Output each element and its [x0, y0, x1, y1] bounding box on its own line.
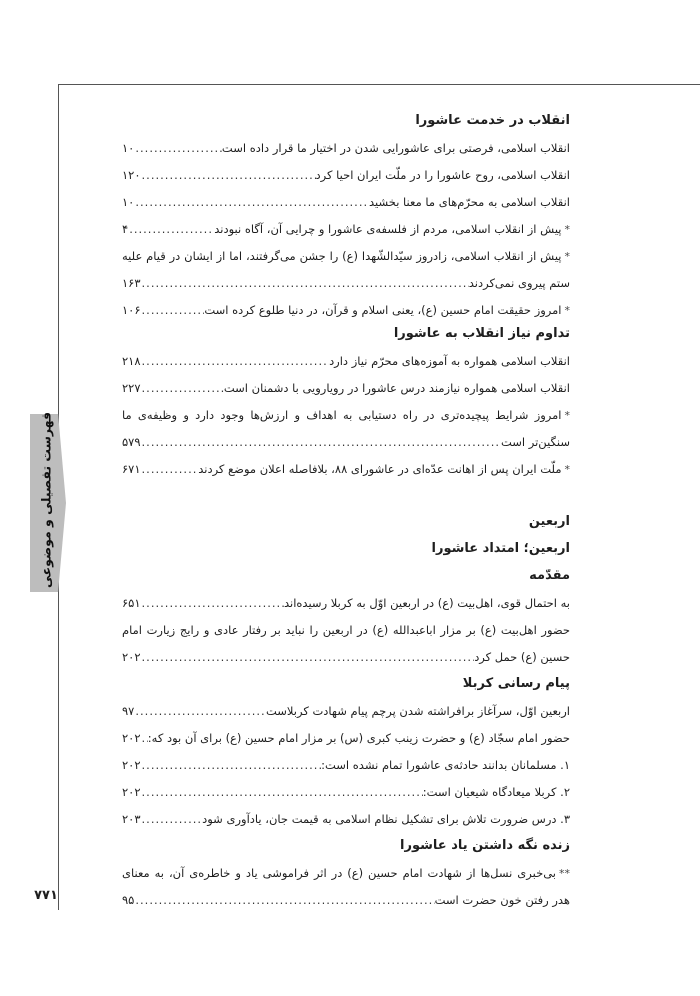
toc-block: [122, 511, 570, 914]
entry-row: [122, 725, 570, 752]
leader-dots: [142, 162, 316, 189]
entry-text: [423, 779, 570, 806]
entry-page-number[interactable]: ۲۰۲: [122, 650, 141, 664]
leader-dots: [142, 590, 284, 617]
toc-entry[interactable]: [122, 617, 570, 671]
entry-text: [148, 725, 570, 752]
entry-text: [224, 375, 570, 402]
entry-page-number[interactable]: ۱۰: [122, 141, 135, 155]
side-tab-label: فهرست تفصیلی و موضوعی: [38, 411, 54, 588]
star-marker-icon: **: [559, 867, 570, 880]
entry-page-number[interactable]: ۱۶۳: [122, 276, 141, 290]
entry-page-number[interactable]: ۴: [122, 222, 129, 236]
leader-dots: [142, 779, 423, 806]
entry-text-line: پیش از انقلاب اسلامی، مردم از فلسفه‌ی عاشورا و چرایی آن، آگاه نبودند: [214, 222, 562, 236]
entry-page-number[interactable]: ۹۵: [122, 893, 135, 907]
entry-row: [122, 779, 570, 806]
entry-text-line: انقلاب اسلامی همواره نیازمند درس عاشورا در رویارویی با دشمنان است: [223, 381, 570, 395]
entry-text-line: انقلاب اسلامی همواره به آموزه‌های محرّم نیاز دارد: [329, 354, 570, 368]
toc-entry[interactable]: [122, 162, 570, 189]
entry-text-line: ۱. مسلمانان بدانند حادثه‌ی عاشورا تمام نشده است:: [321, 758, 570, 772]
entry-text: [321, 752, 570, 779]
toc-block: [122, 108, 570, 324]
toc-entry[interactable]: [122, 348, 570, 375]
entry-page-number[interactable]: ۵۷۹: [122, 435, 141, 449]
entry-row: [122, 348, 570, 375]
toc-entry[interactable]: [122, 402, 570, 456]
toc-entry[interactable]: [122, 135, 570, 162]
entry-text: [202, 806, 570, 833]
frame-top-rule: [58, 84, 700, 85]
entry-page-number[interactable]: ۲۰۲: [122, 758, 141, 772]
entry-text: [214, 216, 570, 243]
leader-dots: [142, 348, 330, 375]
entry-text-line: پیش از انقلاب اسلامی، زادروز سیّدالشّهدا (ع) را جشن می‌گرفتند، اما از ایشان در قیام علیه: [122, 249, 562, 263]
page-number: ۷۷۱: [34, 888, 58, 903]
entry-text-line: ۲. کربلا میعادگاه شیعیان است:: [422, 785, 570, 799]
entry-text: [122, 243, 570, 270]
leader-dots: [142, 725, 148, 752]
leader-dots: [142, 806, 203, 833]
section-heading: تداوم نیاز انقلاب به عاشورا: [393, 326, 570, 341]
entry-text-line: امروز حقیقت امام حسین (ع)، یعنی اسلام و قرآن، در دنیا طلوع کرده است: [204, 303, 562, 317]
entry-text-line: به احتمال قوی، اهل‌بیت (ع) در اربعین اوّل به کربلا رسیده‌اند: [283, 596, 570, 610]
section-heading: پیام رسانی کربلا: [462, 676, 570, 691]
entry-row: [122, 216, 570, 243]
entry-page-number[interactable]: ۶۷۱: [122, 462, 141, 476]
section-heading: زنده نگه داشتن یاد عاشورا: [400, 838, 570, 853]
entry-text-line: ۳. درس ضرورت تلاش برای تشکیل نظام اسلامی به قیمت جان، یادآوری شود: [202, 812, 570, 826]
toc-entry[interactable]: [122, 456, 570, 483]
section-heading: اربعین؛ امتداد عاشورا: [431, 541, 570, 556]
entry-row: [122, 644, 570, 671]
section-heading: مقدّمه: [529, 568, 570, 583]
star-marker-icon: *: [564, 409, 570, 422]
entry-page-number[interactable]: ۹۷: [122, 704, 135, 718]
toc-entry[interactable]: [122, 806, 570, 833]
toc-entry[interactable]: [122, 779, 570, 806]
entry-text: [469, 270, 570, 297]
star-marker-icon: *: [564, 223, 570, 236]
leader-dots: [142, 297, 205, 324]
entry-row: [122, 590, 570, 617]
leader-dots: [142, 270, 469, 297]
star-marker-icon: *: [564, 463, 570, 476]
entry-text-line: ملّت ایران پس از اهانت عدّه‌ای در عاشورای ۸۸، بلافاصله اعلان موضع کردند: [198, 462, 562, 476]
entry-page-number[interactable]: ۲۰۲: [122, 785, 141, 799]
entry-text: [501, 429, 570, 456]
star-marker-icon: *: [564, 304, 570, 317]
entry-text: [122, 617, 570, 644]
toc-entry[interactable]: [122, 189, 570, 216]
entry-text: [435, 887, 570, 914]
entry-text-line: ستم پیروی نمی‌کردند: [468, 276, 570, 290]
entry-text: [122, 860, 570, 887]
toc-entry[interactable]: [122, 590, 570, 617]
entry-text-line: هدر رفتن خون حضرت است: [434, 893, 570, 907]
toc-entry[interactable]: [122, 860, 570, 914]
leader-dots: [129, 216, 214, 243]
leader-dots: [142, 456, 199, 483]
entry-row: [122, 135, 570, 162]
entry-text: [222, 135, 570, 162]
entry-row: [122, 297, 570, 324]
leader-dots: [135, 698, 266, 725]
entry-text-line: حضور اهل‌بیت (ع) بر مزار اباعبدالله (ع) در اربعین را نباید بر رفتار عادی و رایج زیارت امام: [122, 623, 570, 637]
leader-dots: [135, 189, 369, 216]
toc-entry[interactable]: [122, 243, 570, 297]
entry-page-number[interactable]: ۶۵۱: [122, 596, 141, 610]
entry-page-number[interactable]: ۲۲۷: [122, 381, 141, 395]
entry-text-line: سنگین‌تر است: [500, 435, 570, 449]
leader-dots: [142, 375, 224, 402]
leader-dots: [142, 644, 475, 671]
entry-row: [122, 698, 570, 725]
toc-entry[interactable]: [122, 752, 570, 779]
toc-entry[interactable]: [122, 297, 570, 324]
entry-row: [122, 887, 570, 914]
leader-dots: [142, 752, 322, 779]
entry-text-line: انقلاب اسلامی، روح عاشورا را در ملّت ایران احیا کرد: [315, 168, 570, 182]
entry-row: [122, 429, 570, 456]
entry-row: [122, 752, 570, 779]
entry-text: [369, 189, 570, 216]
entry-text-line: امروز شرایط پیچیده‌تری در راه دستیابی به اهداف و ارزش‌ها وجود دارد و وظیفه‌ی ما: [122, 408, 562, 422]
entry-page-number[interactable]: ۲۰۲: [122, 731, 141, 745]
toc-entry[interactable]: [122, 725, 570, 752]
entry-text: [122, 402, 570, 429]
entry-text: [266, 698, 570, 725]
entry-text: [474, 644, 570, 671]
entry-page-number[interactable]: ۲۰۳: [122, 812, 141, 826]
toc-entry[interactable]: [122, 698, 570, 725]
entry-text-line: حضور امام سجّاد (ع) و حضرت زینب کبری (س) بر مزار امام حسین (ع) برای آن بود که:: [147, 731, 570, 745]
entry-text-line: اربعین اوّل، سرآغاز برافراشته شدن پرچم پیام شهادت کربلاست: [266, 704, 570, 718]
entry-row: [122, 456, 570, 483]
entry-text: [198, 456, 570, 483]
toc-entry[interactable]: [122, 216, 570, 243]
entry-page-number[interactable]: ۱۲۰: [122, 168, 141, 182]
entry-text-line: بی‌خبری نسل‌ها از شهادت امام حسین (ع) در اثر فراموشی یاد و خاطره‌ی آن، به معنای: [122, 866, 556, 880]
entry-page-number[interactable]: ۱۰: [122, 195, 135, 209]
entry-text-line: انقلاب اسلامی به محرّم‌های ما معنا بخشید: [369, 195, 570, 209]
entry-text: [204, 297, 570, 324]
entry-row: [122, 189, 570, 216]
entry-row: [122, 162, 570, 189]
section-heading: انقلاب در خدمت عاشورا: [415, 113, 570, 128]
leader-dots: [142, 429, 501, 456]
entry-row: [122, 806, 570, 833]
toc-block: [122, 321, 570, 483]
section-heading: اربعین: [528, 514, 570, 529]
toc-entry[interactable]: [122, 375, 570, 402]
entry-row: [122, 270, 570, 297]
entry-text: [316, 162, 570, 189]
entry-row: [122, 375, 570, 402]
star-marker-icon: *: [564, 250, 570, 263]
entry-page-number[interactable]: ۱۰۶: [122, 303, 141, 317]
entry-text: [329, 348, 570, 375]
leader-dots: [135, 135, 222, 162]
entry-text-line: حسین (ع) حمل کرد: [474, 650, 570, 664]
entry-text-line: انقلاب اسلامی، فرصتی برای عاشورایی شدن در اختیار ما قرار داده است: [221, 141, 570, 155]
entry-text: [284, 590, 570, 617]
leader-dots: [135, 887, 434, 914]
entry-page-number[interactable]: ۲۱۸: [122, 354, 141, 368]
